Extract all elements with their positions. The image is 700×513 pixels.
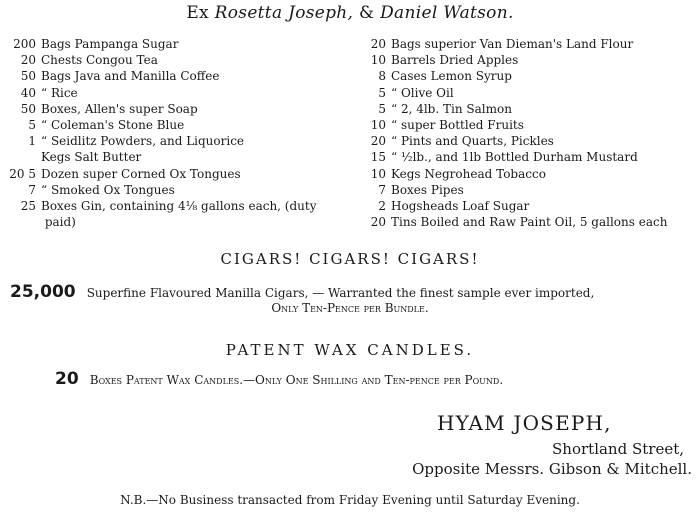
goods-description: Kegs Salt Butter <box>41 150 142 165</box>
goods-row <box>4 101 198 117</box>
goods-row <box>356 214 667 230</box>
goods-row <box>4 214 76 230</box>
goods-row <box>356 36 633 52</box>
title-conjunction: & <box>358 3 375 23</box>
goods-description: “ Seidlitz Powders, and Liquorice <box>41 134 245 149</box>
goods-row <box>4 36 178 52</box>
goods-row <box>4 85 78 101</box>
goods-row <box>4 52 158 68</box>
goods-quantity: 2 <box>378 199 386 213</box>
goods-description: Kegs Negrohead Tobacco <box>391 166 546 181</box>
goods-row <box>356 198 529 214</box>
candles-heading: PATENT WAX CANDLES. <box>225 341 475 359</box>
goods-row <box>4 68 220 84</box>
goods-quantity: 20 <box>370 37 386 51</box>
goods-row <box>356 166 546 182</box>
cigars-price: Only Ten-Pence per Bundle. <box>271 301 429 315</box>
goods-quantity: 10 <box>370 118 386 132</box>
goods-description: Boxes Pipes <box>391 182 464 197</box>
goods-description: Bags Pampanga Sugar <box>41 37 179 51</box>
goods-description: Bags Java and Manilla Coffee <box>41 69 220 84</box>
goods-quantity: 20 <box>370 134 386 149</box>
goods-description: Tins Boiled and Raw Paint Oil, 5 gallons each <box>391 215 668 230</box>
goods-row <box>356 133 554 149</box>
goods-row <box>4 166 241 182</box>
goods-row <box>356 85 454 101</box>
goods-description: Hogsheads Loaf Sugar <box>391 199 530 213</box>
title-prefix: Ex <box>186 3 209 23</box>
goods-quantity: 5 <box>378 101 386 116</box>
goods-row <box>4 198 317 214</box>
goods-description: paid) <box>41 215 76 230</box>
advertisement-title <box>0 3 700 23</box>
cigars-description: Superfine Flavoured Manilla Cigars, — Warranted the finest sample ever imported, <box>86 286 595 300</box>
goods-quantity: 5 <box>378 85 386 100</box>
goods-description: Boxes Gin, containing 4⅛ gallons each, (duty <box>41 199 317 213</box>
goods-quantity: 200 <box>13 37 36 51</box>
goods-description: “ 2, 4lb. Tin Salmon <box>391 101 512 116</box>
goods-quantity: 10 <box>370 166 386 181</box>
goods-quantity: 8 <box>378 69 386 84</box>
goods-quantity: 50 <box>20 101 36 116</box>
goods-row <box>356 68 512 84</box>
goods-quantity: 20 5 <box>9 166 36 181</box>
goods-quantity: 5 <box>28 118 36 132</box>
goods-quantity: 50 <box>20 69 36 84</box>
goods-description: Barrels Dried Apples <box>391 53 519 68</box>
goods-row <box>356 182 464 198</box>
business-hours-note: N.B.—No Business transacted from Friday Evening until Saturday Evening. <box>120 493 580 507</box>
goods-row <box>4 117 184 133</box>
goods-description: “ Coleman's Stone Blue <box>41 118 185 132</box>
goods-quantity: 7 <box>28 182 36 197</box>
goods-description: Cases Lemon Syrup <box>391 69 512 84</box>
goods-row <box>356 117 524 133</box>
goods-description: Boxes, Allen's super Soap <box>41 101 198 116</box>
goods-description: “ Pints and Quarts, Pickles <box>391 134 554 149</box>
merchant-name: HYAM JOSEPH, <box>437 411 612 435</box>
goods-description: Bags superior Van Dieman's Land Flour <box>391 37 634 51</box>
cigars-offer-line <box>10 282 594 302</box>
goods-row <box>356 52 518 68</box>
candles-quantity: 20 <box>55 369 79 389</box>
ship-name-2: Daniel Watson. <box>380 3 514 23</box>
merchant-opposite: Opposite Messrs. Gibson & Mitchell. <box>412 460 692 478</box>
goods-quantity: 1 <box>28 134 36 149</box>
merchant-street: Shortland Street, <box>552 440 684 458</box>
goods-row <box>356 149 638 165</box>
goods-quantity: 25 <box>20 199 36 213</box>
goods-description: “ Smoked Ox Tongues <box>41 182 175 197</box>
goods-quantity: 10 <box>370 53 386 68</box>
goods-quantity: 7 <box>378 182 386 197</box>
ship-name-1: Rosetta Joseph, <box>214 3 354 23</box>
cigars-heading: CIGARS! CIGARS! CIGARS! <box>220 250 480 268</box>
goods-quantity: 40 <box>20 85 36 100</box>
cigars-quantity: 25,000 <box>10 282 76 302</box>
goods-quantity: 20 <box>370 215 386 230</box>
goods-row <box>4 149 141 165</box>
goods-description: Dozen super Corned Ox Tongues <box>41 166 241 181</box>
goods-description: “ Olive Oil <box>391 85 454 100</box>
goods-row <box>4 182 175 198</box>
goods-description: Chests Congou Tea <box>41 53 158 68</box>
goods-quantity: 20 <box>20 53 36 68</box>
goods-description: “ ½lb., and 1lb Bottled Durham Mustard <box>391 150 638 165</box>
goods-quantity: 15 <box>370 150 386 165</box>
candles-offer-line <box>55 369 503 389</box>
goods-description: “ Rice <box>41 85 78 100</box>
candles-description: Boxes Patent Wax Candles.—Only One Shilling and Ten-pence per Pound. <box>89 373 504 387</box>
goods-row <box>4 133 244 149</box>
goods-description: “ super Bottled Fruits <box>391 118 524 132</box>
goods-row <box>356 101 512 117</box>
